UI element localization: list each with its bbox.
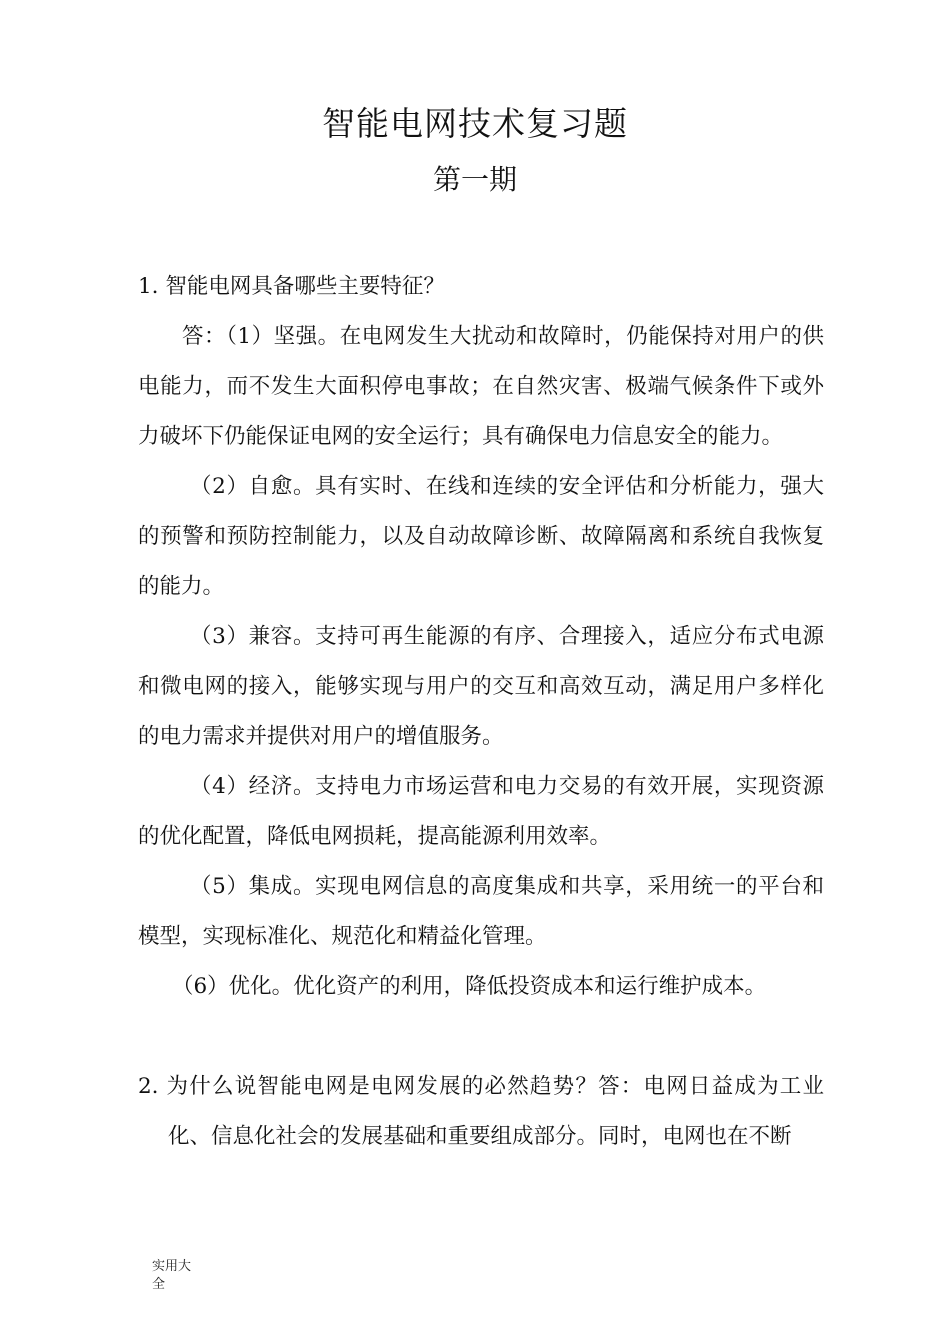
question-1-answer-item-4: （4）经济。支持电力市场运营和电力交易的有效开展，实现资源的优化配置，降低电网损耗，提高能源利用效率。 xyxy=(138,774,824,849)
question-1-answer-item-2: （2）自愈。具有实时、在线和连续的安全评估和分析能力，强大的预警和预防控制能力，以及自动故障诊断、故障隔离和系统自我恢复的能力。 xyxy=(138,474,824,599)
page-footer-label: 实用大全 xyxy=(152,1259,192,1292)
document-body xyxy=(138,262,824,1162)
document-title: 智能电网技术复习题 xyxy=(322,104,628,143)
question-1-answer-item-3: （3）兼容。支持可再生能源的有序、合理接入，适应分布式电源和微电网的接入，能够实现与用户的交互和高效互动，满足用户多样化的电力需求并提供对用户的增值服务。 xyxy=(138,624,824,749)
question-1-heading: 1. 智能电网具备哪些主要特征？ xyxy=(138,274,445,299)
question-1-answer-item-1: 答：（1）坚强。在电网发生大扰动和故障时，仍能保持对用户的供电能力，而不发生大面积停电事故；在自然灾害、极端气候条件下或外力破坏下仍能保证电网的安全运行；具有确保电力信息安全的能力。 xyxy=(138,324,824,449)
document-subtitle: 第一期 xyxy=(432,163,517,196)
section-spacer xyxy=(138,1012,824,1062)
question-2-paragraph: 2. 为什么说智能电网是电网发展的必然趋势？答：电网日益成为工业化、信息化社会的发展基础和重要组成部分。同时，电网也在不断 xyxy=(138,1074,824,1149)
question-1-answer-item-5: （5）集成。实现电网信息的高度集成和共享，采用统一的平台和模型，实现标准化、规范化和精益化管理。 xyxy=(138,874,824,949)
question-1-answer-item-6: （6）优化。优化资产的利用，降低投资成本和运行维护成本。 xyxy=(172,974,767,999)
